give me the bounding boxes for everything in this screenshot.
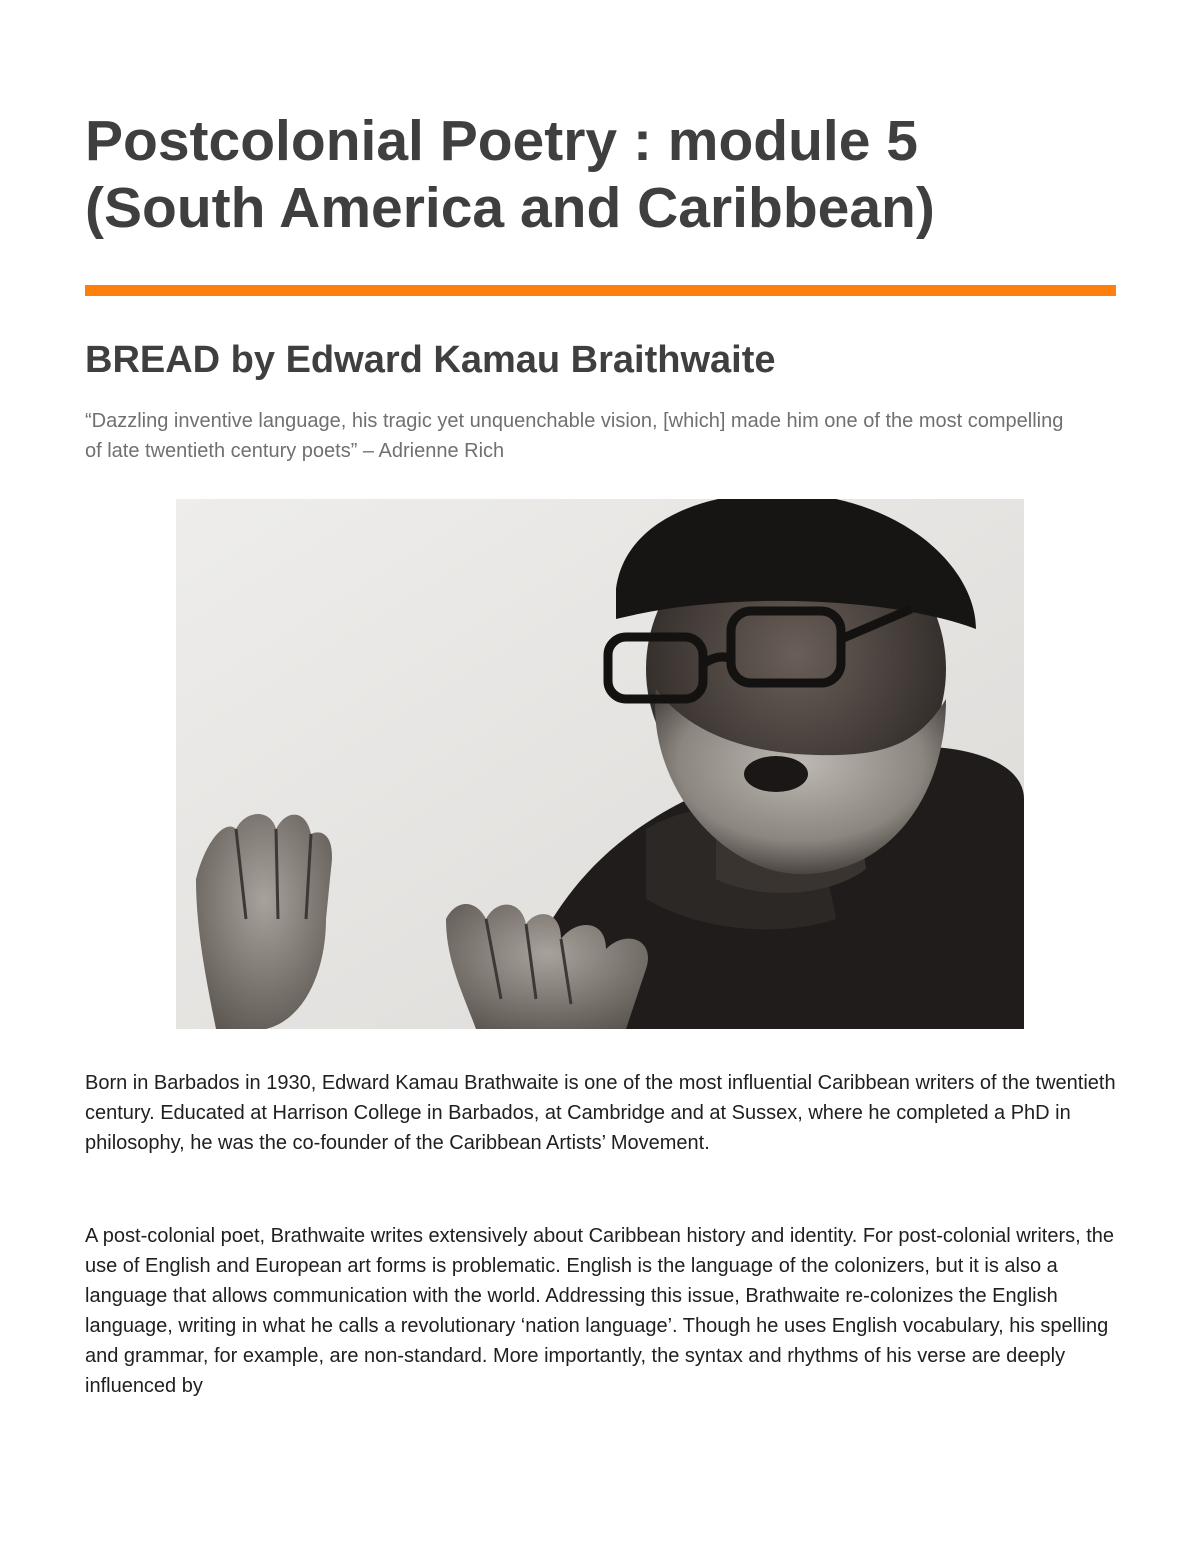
document-title-line-1: Postcolonial Poetry : module 5 bbox=[85, 109, 918, 173]
bio-paragraph: Born in Barbados in 1930, Edward Kamau Brathwaite is one of the most influential Caribbean writers of the twentieth century. Educated at Harrison College in Barbados, at Cambridge and at Sussex, where he completed a PhD in philosophy, he was the co-founder of the Caribbean Artists’ Movement. bbox=[85, 1072, 1116, 1154]
section-heading: BREAD by Edward Kamau Braithwaite bbox=[85, 339, 776, 381]
portrait-illustration bbox=[176, 499, 1024, 1029]
context-paragraph: A post-colonial poet, Brathwaite writes extensively about Caribbean history and identity. For post-colonial writers, the use of English and European art forms is problematic. English is the language of the colonizers, but it is also a language that allows communication with the world. Addressing this issue, Brathwaite re-colonizes the English language, writing in what he calls a revolutionary ‘nation language’. Though he uses English vocabulary, his spelling and grammar, for example, are non-standard. More importantly, the syntax and rhythms of his verse are deeply influenced by bbox=[85, 1225, 1115, 1397]
document-title bbox=[85, 108, 1116, 242]
portrait-photo bbox=[176, 499, 1024, 1029]
title-divider bbox=[85, 285, 1116, 296]
document-title-line-2: (South America and Caribbean) bbox=[85, 176, 935, 240]
epigraph-quote: “Dazzling inventive language, his tragic yet unquenchable vision, [which] made him one of the most compelling of late twentieth century poets” – Adrienne Rich bbox=[85, 410, 1064, 462]
